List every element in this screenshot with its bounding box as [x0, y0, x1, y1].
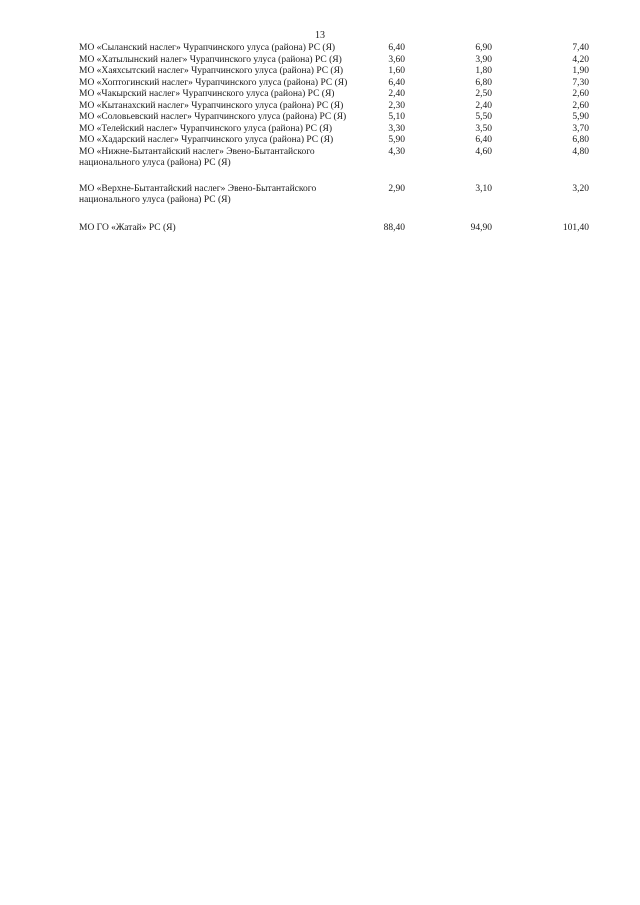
row-value-2: 6,40 [475, 135, 492, 145]
row-value-1: 6,40 [388, 43, 405, 53]
row-value-1: 5,10 [388, 112, 405, 122]
table-row [79, 78, 589, 90]
row-name: МО «Телейский наслег» Чурапчинского улуса (района) РС (Я) [79, 123, 333, 134]
row-value-2: 3,90 [475, 54, 492, 65]
total-name: МО ГО «Жатай» РС (Я) [79, 222, 176, 233]
row-name: МО «Хаяхсытский наслег» Чурапчинского улуса (района) РС (Я) [79, 66, 344, 76]
table-row [79, 89, 589, 101]
row-value-2: 2,40 [475, 100, 492, 111]
row-name: МО «Хатылынский налег» Чурапчинского улуса (района) РС (Я) [79, 54, 342, 65]
total-value-1: 88,40 [383, 222, 405, 233]
row-value-3: 1,90 [572, 66, 589, 76]
page-number: 13 [315, 30, 325, 41]
row-value-1: 1,60 [388, 66, 405, 76]
row-value-1: 2,30 [388, 100, 405, 111]
row-value-1: 3,60 [388, 54, 405, 65]
row-value-3: 3,70 [572, 123, 589, 134]
table-row [79, 43, 589, 55]
table-row [79, 101, 589, 113]
row-value-1: 2,90 [388, 183, 405, 194]
row-name: МО «Соловьевский наслег» Чурапчинского улуса (района) РС (Я) [79, 112, 347, 122]
row-value-3: 7,40 [572, 43, 589, 53]
row-value-1: 5,90 [388, 135, 405, 145]
row-value-3: 6,80 [572, 135, 589, 145]
table-row [79, 135, 589, 147]
row-name: МО «Чакырский наслег» Чурапчинского улуса (района) РС (Я) [79, 89, 335, 99]
total-value-3: 101,40 [562, 222, 589, 233]
table-row [79, 66, 589, 78]
row-value-3: 5,90 [572, 112, 589, 122]
row-value-1: 4,30 [388, 146, 405, 157]
row-value-1: 6,40 [388, 77, 405, 88]
row-value-2: 3,50 [475, 123, 492, 134]
table-row [79, 184, 589, 207]
row-name: МО «Сыланский наслег» Чурапчинского улуса (района) РС (Я) [79, 43, 336, 53]
table-total-row [79, 223, 589, 235]
row-name: МО «Хоптогинский наслег» Чурапчинского улуса (района) РС (Я) [79, 77, 348, 88]
row-value-3: 3,20 [572, 183, 589, 194]
row-value-2: 6,80 [475, 77, 492, 88]
municipal-table [79, 43, 589, 234]
row-value-3: 2,60 [572, 100, 589, 111]
row-name: МО «Хадарский наслег» Чурапчинского улуса (района) РС (Я) [79, 135, 334, 145]
table-row [79, 147, 589, 170]
row-name: МО «Нижне-Бытантайский наслег» Эвено-Бытантайского национального улуса (района) РС (Я) [79, 146, 315, 168]
table-row [79, 112, 589, 124]
row-name: МО «Верхне-Бытантайский наслег» Эвено-Бытантайского национального улуса (района) РС (Я) [79, 183, 317, 205]
table-row [79, 124, 589, 136]
row-value-3: 2,60 [572, 89, 589, 99]
row-value-3: 4,80 [572, 146, 589, 157]
row-value-2: 5,50 [475, 112, 492, 122]
row-name: МО «Кытанахский наслег» Чурапчинского улуса (района) РС (Я) [79, 100, 344, 111]
row-value-2: 1,80 [475, 66, 492, 76]
row-value-3: 7,30 [572, 77, 589, 88]
row-value-3: 4,20 [572, 54, 589, 65]
row-value-1: 3,30 [388, 123, 405, 134]
row-value-2: 3,10 [475, 183, 492, 194]
row-value-2: 4,60 [475, 146, 492, 157]
row-value-2: 2,50 [475, 89, 492, 99]
table-row [79, 55, 589, 67]
row-value-2: 6,90 [475, 43, 492, 53]
total-value-2: 94,90 [470, 222, 492, 233]
row-value-1: 2,40 [388, 89, 405, 99]
